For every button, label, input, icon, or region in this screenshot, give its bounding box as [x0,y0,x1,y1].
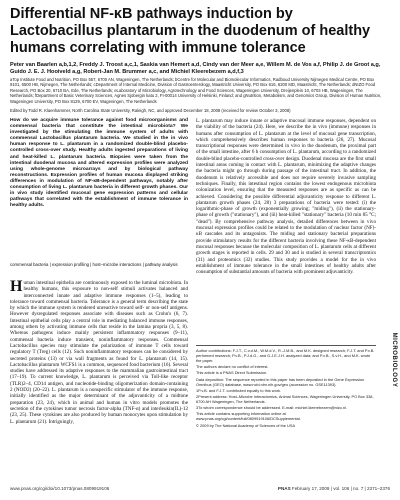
footnote-supporting-info: This article contains supporting information online at www.pnas.org/cgi/content/full/0809919106/DCSupplemental. [196,411,301,422]
footnote-copyright: © 2009 by The National Academy of Sciences of the USA [196,422,296,428]
article-title: Differential NF-κB pathways induction by Lactobacillus plantarum in the duodenum of healthy humans correlating with immune tolerance [10,6,371,56]
footnote-submission: This article is a PNAS Direct Submission. [196,370,268,376]
side-tab-label: MICROBIOLOGY [391,332,397,388]
abstract: How do we acquire immune tolerance against food microorganisms and commensal bacteria that constitute the intestinal microbiota? We investigated by the stimulating the immune system of adults with commensal Lactobacillus plantarum bacteria. We studied in the in vivo human response to L. plantarum in a randomized double-blind placebo-controlled cross-over study. Healthy adults ingested preparations of living and heat-killed L. plantarum bacteria. Biopsies were taken from the intestinal duodenal mucosa and altered expression profiles were analyzed using whole-genome microarrays and by biological pathway reconstructions. Expression profiles of human mucosa displayed striking differences in modulation of NF-κB-dependent pathways, notably after consumption of living L. plantarum bacteria in different growth phases. Our in vivo study identified mucosal gene expression patterns and cellular pathways that correlated with the establishment of immune tolerance in healthy adults. [10,118,188,209]
author-list: Peter van Baarlen a,b,1,2, Freddy J. Troost a,c,1, Saskia van Hemert a,d, Cindy van der Meer a,e, Willem M. de Vos a,f, Philip J. de Groot a,g, Guido J. E. J. Hooiveld a,g, Robert-Jan M. Brummer a,c, and Michiel Kleerebezem a,d,f,3 [10,62,381,75]
keywords: commensal bacteria | expression profiling | host–microbe interactions | pathway analysis [10,262,178,267]
affiliations: aTop Institute Food and Nutrition, PO Box 557, 6700 AN, Wageningen, The Netherlands; bCentre for Molecular and Biomolecular Informatics, Radboud University Nijmegen Medical Centre, PO Box 9101, 6500 HB, Nijmegen, The Netherlands; cDepartment of Internal Medicine, Division of Gastroenterology, Maastricht University, PO Box 616, 6200 MD, Maastricht, The Netherlands; dNIZO Food Research, PO Box 20, 6710 BA, Ede, The Netherlands; eLaboratory of Microbiology, Agrotechnology and Food Sciences, Wageningen University, Dreijenplein 10, 6703 HB, Wageningen, The Netherlands; fDepartment of Basic Veterinary Sciences, Agnes Sjobergin katu 2, FI-00014 University of Helsinki, Finland; and gNutrition, Metabolism, and Genomics Group, Division of Human Nutrition, Wageningen University, PO Box 8129, 6700 EV, Wageningen, The Netherlands [10,77,382,104]
section-side-tab [389,300,399,420]
edited-by: Edited by Todd R. Klaenhammer, North Carolina State University, Raleigh, NC, and approved December 18, 2008 (received for review October 3, 2008) [10,108,291,113]
issue-info: February 17, 2009 | vol. 106 | no. 7 | 2371–2376 [291,486,390,491]
footnote-present-address: 2Present address: Host–Microbe Interactomics, Animal Sciences, Wageningen University, PO Box 338, 6700 AH Wageningen, The Netherlands. [196,393,374,404]
body-text-right: L. plantarum may induce innate or adaptive mucosal immune responses, dependent on the viability of the bacteria (24). Here, we describe the in vivo (immune) responses in humans after consumption of L. plantarum at the level of mucosal gene transcription, which comprehensively describes human responses to bacteria (26, 27). Mucosal transcriptional responses were determined in vivo in the duodenum, the proximal part of the small intestine, after 6 h consumption of L. plantarum, according to a randomized double-blind placebo-controlled cross-over design. Duodenal mucosa are the first small intestinal areas coming in contact with L. plantarum, minimizing the adaptive changes the bacteria might go through during passage of the intestinal tract. In addition, the duodenum is relatively accessible and does not require severely invasive sampling techniques. Finally, this intestinal region contains the lowest endogenous microbiota colonization level, ensuring that the measured responses are as specific as can be achieved. Considering the possible differential adjuvanticity response to different L. plantarum growth phases (24, 28) 3 preparations of bacteria were tested: (i) the logarithmic-phase of growth (exponentially growing; "midlog"), (ii) the stationary-phase of growth ("stationary"), and (iii) heat-killed "stationary" bacteria (10 min 85 °C; "dead"). By comprehensive pathway analysis, detailed differences between in vivo mucosal expression profiles could be related to the modulation of nuclear factor (NF)-κB cascades and its antagonists. The midlog and stationary bacterial preparations provide stimulatory results for the different bacteria involving these NF-κB-dependent mucosal responses because the molecular composition of L. plantarum cells at different growth stages is reported in cells. 29 and 30 and is studied in several transcriptomics (31) and proteomics (32) studies. This study provides a model for the in vivo establishment of immune tolerance in the small intestines of healthy adults after consumption of substantial amounts of bacteria with prominent adjuvanticity. [196,118,376,276]
footnotes [196,345,376,429]
journal-info [278,486,390,491]
body-text-left-content: uman intestinal epithelia are continuously exposed to the luminal microbiota. In healthy humans, this exposure to non-self stimuli activates balanced and interconnected innate and adaptive immune responses (1–5), leading to tolerance toward commensal bacteria. Tolerance is a general term describing the state by which the immune system is rendered unreactive toward self- or non-self antigens. However dysregulated responses associate with diseases such as Crohn's (6, 7). Intestinal epithelial cells play a central role in mediating balanced immune responses, among others by activating immune cells that reside in the lamina propria (3, 5, 8). Whereas pathogens induce mainly persistent inflammatory responses (9–11), commensal bacteria induce transient, noninflammatory responses. Commensal Lactobacillus species may stimulate the polarization of immune T cells toward regulatory T (Treg) cells (12). Such noninflammatory responses can be considered by secreted proteins (13) or via wall fragments as found for L. plantarum (14, 15). Lactobacillus plantarum WCFS1 is a common, sequenced food bacterium (16). Several studies have addressed its adaptive responses to the mammalian gastrointestinal tract (17–19). To current knowledge, L. plantarum is perceived via Toll-like receptor (TLR)2–4, CD14 antigen, and nucleotide-binding oligomerization domain-containing 2 (NOD2) (20–22). L. plantarum is a nonspecific stimulator of the immune response, initially identified as the major determinant of the adjuvanticity of a midtone preparation (23, 24), which in animal and human in vitro models promotes the secretion of the cytokines tumor necrosis factor-alpha (TNF-α) and interleukin(IL)-12 (23, 25). These cytokines are also produced by human monocytes upon stimulation by L. plantarum (21). Intriguingly, [10,280,188,425]
journal-name: PNAS [277,486,291,491]
footnote-equal-contribution: 1P.v.B. and F.J.T. contributed equally to this work. [196,387,282,393]
drop-cap: H [10,278,23,295]
footnote-data-deposition: Data deposition: The sequence reported in this paper has been deposited in the Gene Expression Omnibus (GEO) database, www.ncbi.nlm.nih.gov/geo (accession no. GSE11393). [196,376,365,387]
footnote-correspondence: 3To whom correspondence should be addressed. E-mail: michiel.kleerebezem@nizo.nl. [196,405,348,411]
footnote-conflict: The authors declare no conflict of interest. [196,364,269,370]
footnote-contributions: Author contributions: F.J.T., C.v.d.M., W.M.d.V., R.-J.M.B., and M.K. designed research; F.J.T. and P.v.B. performed research; P.v.B., P.J.d.G., and G.J.E.J.H. analyzed data; and P.v.B., S.v.H., and M.K. wrote the paper. [196,348,375,363]
doi-link[interactable]: www.pnas.org/cgi/doi/10.1073/pnas.0809919106 [10,486,110,491]
body-text-left [10,280,188,425]
